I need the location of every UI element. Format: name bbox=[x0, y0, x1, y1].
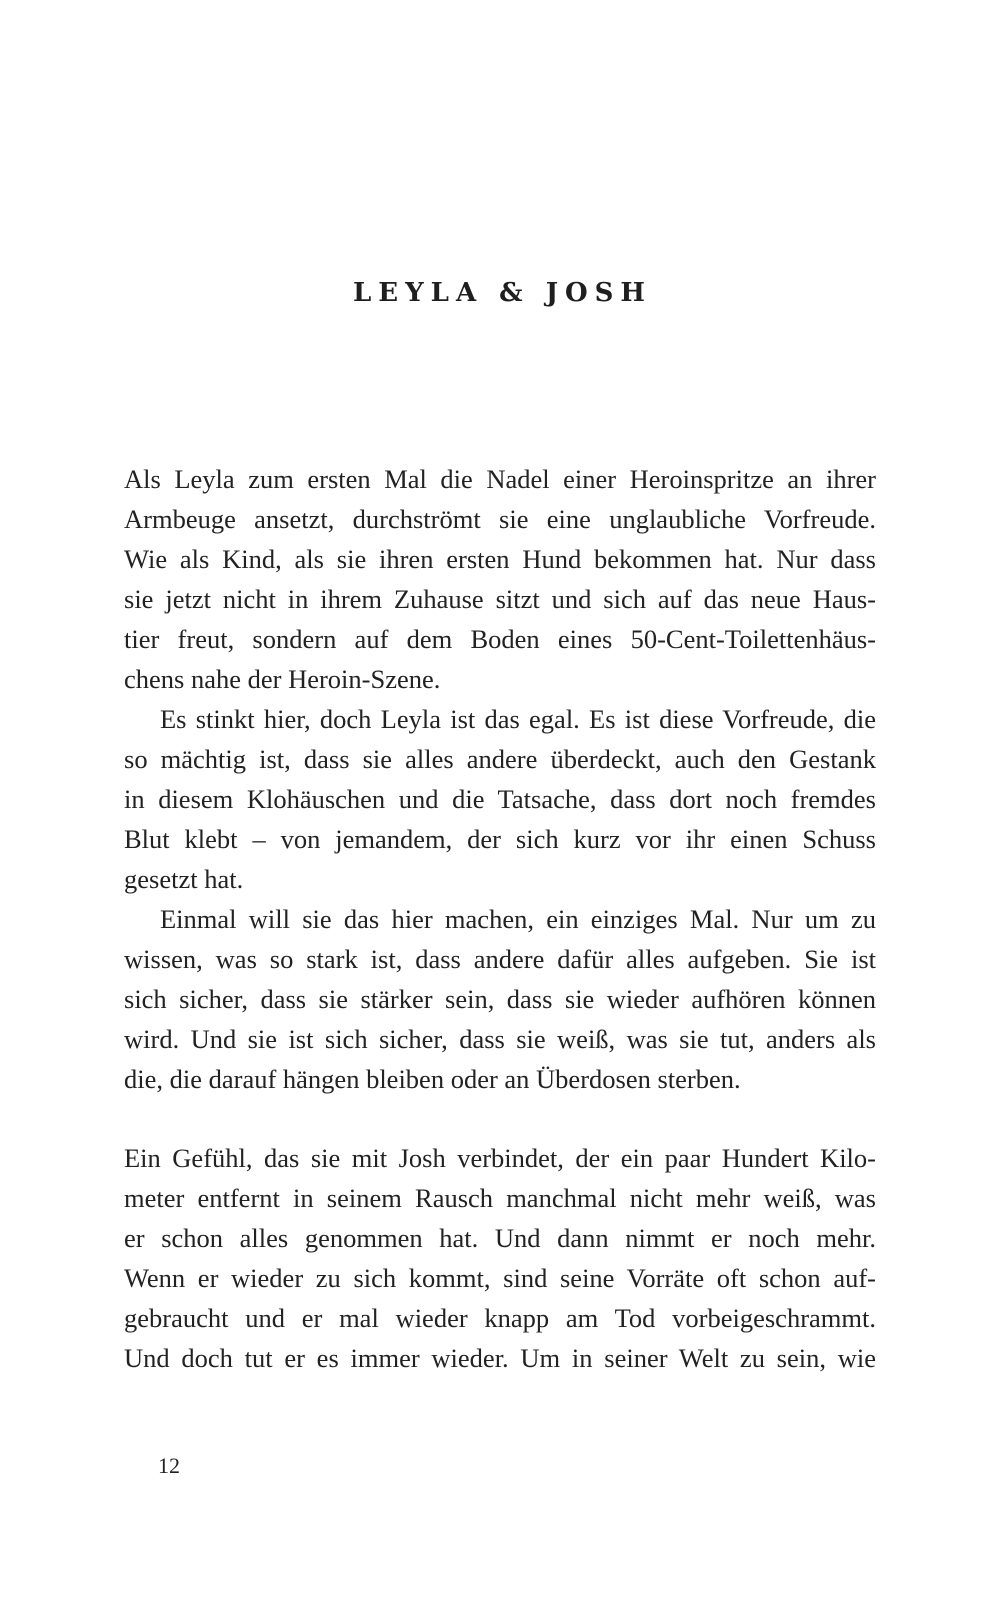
text-line: wissen, was so stark ist, dass andere dafür alles aufgeben. Sie ist bbox=[124, 944, 876, 974]
text-line: sich sicher, dass sie stärker sein, dass sie wieder aufhören können bbox=[124, 984, 876, 1014]
text-line: Wie als Kind, als sie ihren ersten Hund bekommen hat. Nur dass bbox=[124, 544, 876, 574]
text-line: Einmal will sie das hier machen, ein einziges Mal. Nur um zu bbox=[160, 904, 876, 934]
text-line: Es stinkt hier, doch Leyla ist das egal. Es ist diese Vorfreude, die bbox=[160, 704, 876, 734]
text-line: Und doch tut er es immer wieder. Um in seiner Welt zu sein, wie bbox=[124, 1343, 876, 1373]
text-line: Armbeuge ansetzt, durchströmt sie eine unglaubliche Vorfreude. bbox=[124, 504, 876, 534]
text-line: gebraucht und er mal wieder knapp am Tod vorbeigeschrammt. bbox=[124, 1303, 876, 1333]
text-line: Ein Gefühl, das sie mit Josh verbindet, der ein paar Hundert Kilo- bbox=[124, 1143, 876, 1173]
text-line: tier freut, sondern auf dem Boden eines 50-Cent-Toilettenhäus- bbox=[124, 624, 876, 654]
text-line: Als Leyla zum ersten Mal die Nadel einer Heroinspritze an ihrer bbox=[124, 464, 876, 494]
text-line: wird. Und sie ist sich sicher, dass sie weiß, was sie tut, anders als bbox=[124, 1024, 876, 1054]
section-1 bbox=[124, 459, 876, 1099]
text-line: in diesem Klohäuschen und die Tatsache, dass dort noch fremdes bbox=[124, 784, 876, 814]
text-line: die, die darauf hängen bleiben oder an Überdosen sterben. bbox=[124, 1064, 741, 1094]
text-line: Blut klebt – von jemandem, der sich kurz vor ihr einen Schuss bbox=[124, 824, 876, 854]
section-2 bbox=[124, 1138, 876, 1378]
text-line: chens nahe der Heroin-Szene. bbox=[124, 664, 441, 694]
text-line: gesetzt hat. bbox=[124, 864, 244, 894]
text-line: Wenn er wieder zu sich kommt, sind seine Vorräte oft schon auf- bbox=[124, 1263, 876, 1293]
text-line: er schon alles genommen hat. Und dann nimmt er noch mehr. bbox=[124, 1223, 876, 1253]
text-line: so mächtig ist, dass sie alles andere überdeckt, auch den Gestank bbox=[124, 744, 876, 774]
chapter-title: LEYLA & JOSH bbox=[353, 278, 652, 309]
page-number: 12 bbox=[158, 1453, 180, 1478]
text-line: sie jetzt nicht in ihrem Zuhause sitzt und sich auf das neue Haus- bbox=[124, 584, 876, 614]
text-line: meter entfernt in seinem Rausch manchmal nicht mehr weiß, was bbox=[124, 1183, 876, 1213]
